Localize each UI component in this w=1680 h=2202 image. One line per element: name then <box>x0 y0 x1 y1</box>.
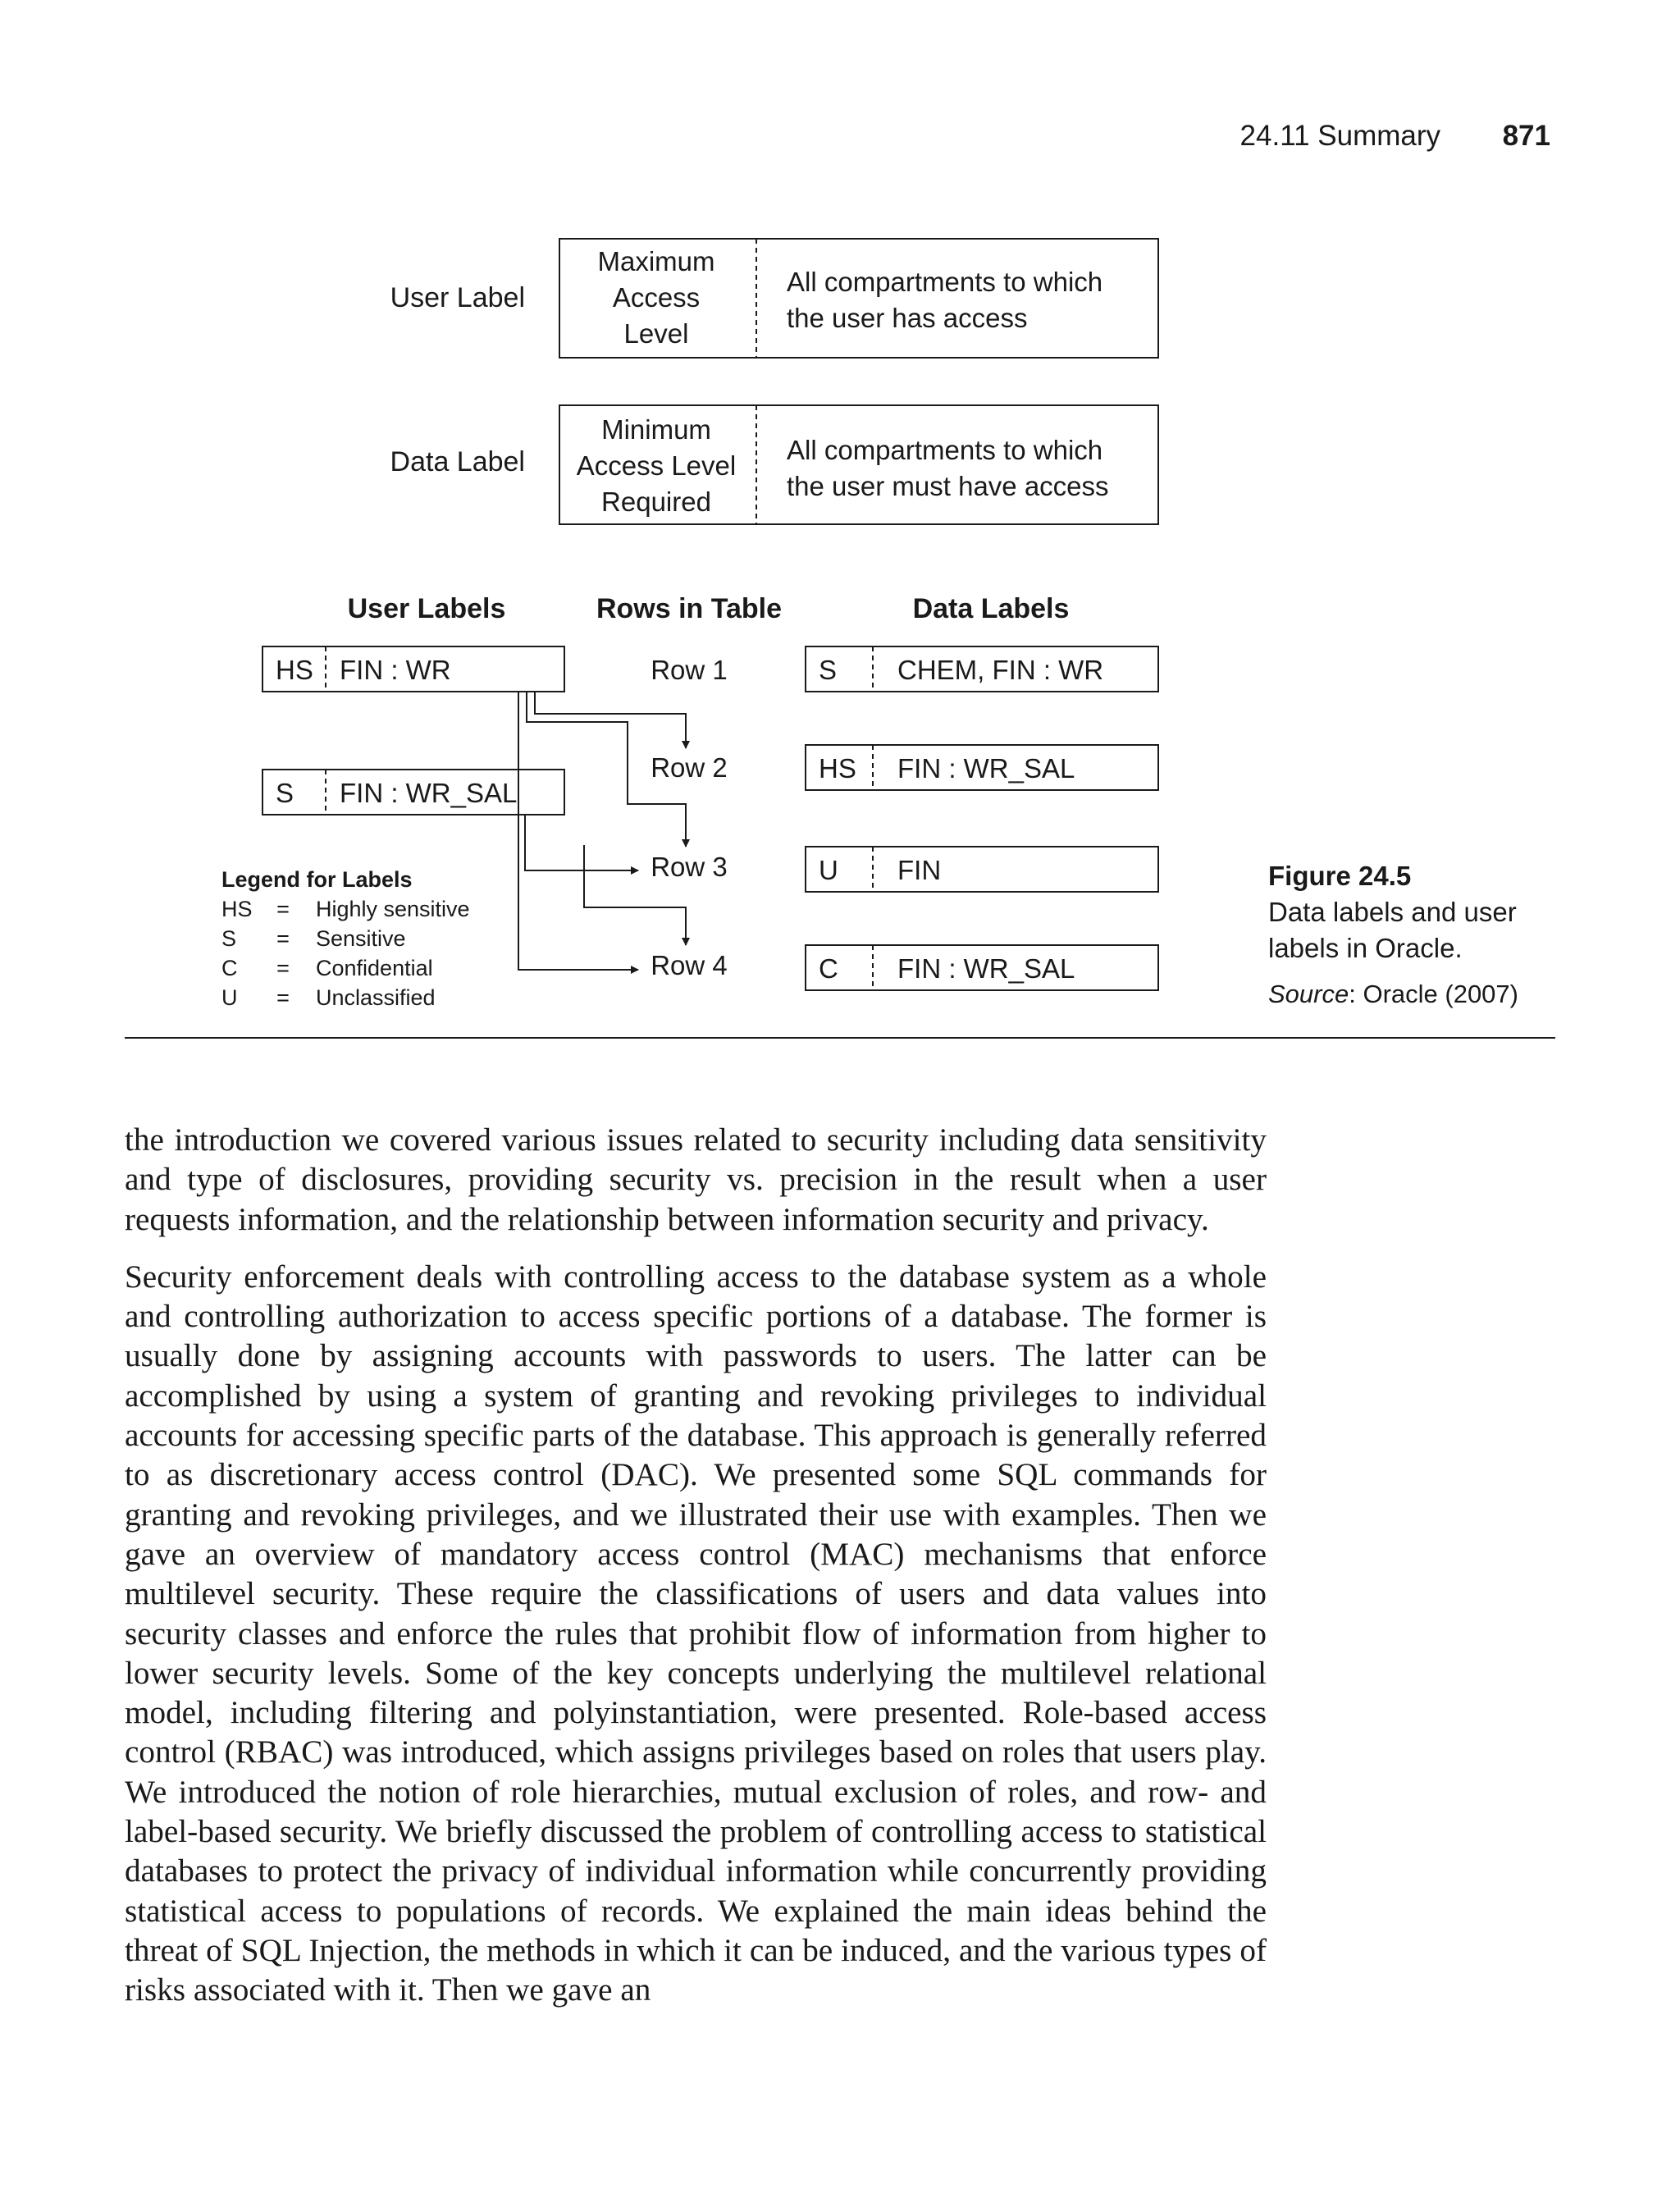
user-label-right-line-1: All compartments to which <box>787 267 1103 297</box>
user-label-left-line-2: Access <box>612 282 701 313</box>
arrow-hs-to-row-2 <box>535 692 686 748</box>
data-label-row-3 <box>806 847 1158 892</box>
data-label-compartments: FIN : WR_SAL <box>897 953 1075 984</box>
body-text <box>125 1121 1267 2029</box>
data-label-right-line-1: All compartments to which <box>787 435 1103 465</box>
arrow-s-to-row-3 <box>525 815 638 870</box>
data-label-compartments: CHEM, FIN : WR <box>897 655 1104 685</box>
access-arrows <box>518 692 686 970</box>
column-heading-data-labels: Data Labels <box>912 593 1070 624</box>
page-number: 871 <box>1502 120 1550 152</box>
row-label-1: Row 1 <box>651 655 728 685</box>
data-label-level: S <box>819 655 838 685</box>
legend-item <box>221 985 436 1010</box>
data-label-left-line-3: Required <box>601 487 711 517</box>
data-label-row-2 <box>806 745 1158 790</box>
figure-number: Figure 24.5 <box>1268 861 1412 891</box>
legend-equals: = <box>276 985 290 1010</box>
paragraph: Security enforcement deals with controlling access to the database system as a whole and controlling authorization to access specific portions of a database. The former is usually done by assigning accounts with passwords to users. The latter can be accomplished by using a system of granting and revoking privileges to individual accounts for accessing specific parts of the database. This approach is generally referred to as discretionary access control (DAC). We presented some SQL commands for granting and revoking privileges, and we illustrated their use with examples. Then we gave an overview of mandatory access control (MAC) mechanisms that enforce multilevel security. These require the classifications of users and data values into security classes and enforce the rules that prohibit flow of information from higher to lower security levels. Some of the key concepts underlying the multilevel relational model, including filtering and polyinstantiation, were presented. Role-based access control (RBAC) was introduced, which assigns privileges based on roles that users play. We introduced the notion of role hierarchies, mutual exclusion of roles, and row- and label-based security. We briefly discussed the problem of controlling access to statistical databases to protect the privacy of individual information while concurrently providing statistical access to populations of records. We explained the main ideas behind the threat of SQL Injection, the methods in which it can be induced, and the various types of risks associated with it. Then we gave an <box>125 1259 1267 2008</box>
legend-meaning: Highly sensitive <box>316 897 470 921</box>
source-text: : Oracle (2007) <box>1349 980 1518 1008</box>
source-label: Source <box>1268 980 1349 1008</box>
legend-title: Legend for Labels <box>221 867 413 892</box>
legend-code: U <box>221 985 238 1010</box>
data-label-row-4 <box>806 945 1158 990</box>
data-label-compartments: FIN <box>897 855 942 885</box>
arrow-hs-to-row-4-direct <box>518 692 638 970</box>
legend-code: HS <box>221 897 253 921</box>
legend-meaning: Confidential <box>316 956 433 980</box>
legend-item <box>221 926 406 951</box>
user-label-compartments: FIN : WR_SAL <box>340 778 518 808</box>
legend-equals: = <box>276 956 290 980</box>
legend-item <box>221 897 470 921</box>
legend-equals: = <box>276 897 290 921</box>
legend-code: S <box>221 926 237 951</box>
data-label-compartments: FIN : WR_SAL <box>897 753 1075 783</box>
caption-line-1: Data labels and user <box>1268 897 1517 927</box>
caption-line-2: labels in Oracle. <box>1268 933 1463 963</box>
user-label-level: HS <box>276 655 313 685</box>
user-label-right-line-2: the user has access <box>787 303 1028 333</box>
user-label-compartments: FIN : WR <box>340 655 451 685</box>
data-label-level: C <box>819 953 838 984</box>
legend-meaning: Unclassified <box>316 985 436 1010</box>
legend-item <box>221 956 433 980</box>
row-label-2: Row 2 <box>651 752 728 783</box>
row-label-3: Row 3 <box>651 852 728 882</box>
data-label-title: Data Label <box>390 446 525 477</box>
user-label-level: S <box>276 778 294 808</box>
legend-meaning: Sensitive <box>316 926 406 951</box>
user-label-left-line-1: Maximum <box>597 246 715 276</box>
column-heading-user-labels: User Labels <box>347 593 506 624</box>
figure-divider-rule <box>125 1037 1555 1039</box>
data-label-schema <box>390 405 1158 524</box>
data-label-level: HS <box>819 753 856 783</box>
column-heading-rows-in-table: Rows in Table <box>596 593 783 624</box>
data-label-row-1 <box>806 646 1158 692</box>
figure-caption <box>1268 858 1596 1012</box>
data-label-left-line-1: Minimum <box>601 414 711 445</box>
user-label-title: User Label <box>390 282 525 313</box>
figure-source <box>1268 976 1596 1012</box>
data-label-left-line-2: Access Level <box>576 450 737 481</box>
data-label-right-line-2: the user must have access <box>787 471 1109 501</box>
section-title: 24.11 Summary <box>1239 120 1440 152</box>
user-label-schema <box>390 239 1158 358</box>
user-label-left-line-3: Level <box>623 318 689 349</box>
data-label-level: U <box>819 855 838 885</box>
legend-code: C <box>221 956 238 980</box>
legend <box>221 867 470 1010</box>
legend-equals: = <box>276 926 290 951</box>
user-label-hs <box>262 646 564 692</box>
row-label-4: Row 4 <box>651 950 728 980</box>
paragraph: the introduction we covered various issues related to security including data sensitivity and type of disclosures, providing security vs. precision in the result when a user requests information, and the relationship between information security and privacy. <box>125 1122 1267 1237</box>
